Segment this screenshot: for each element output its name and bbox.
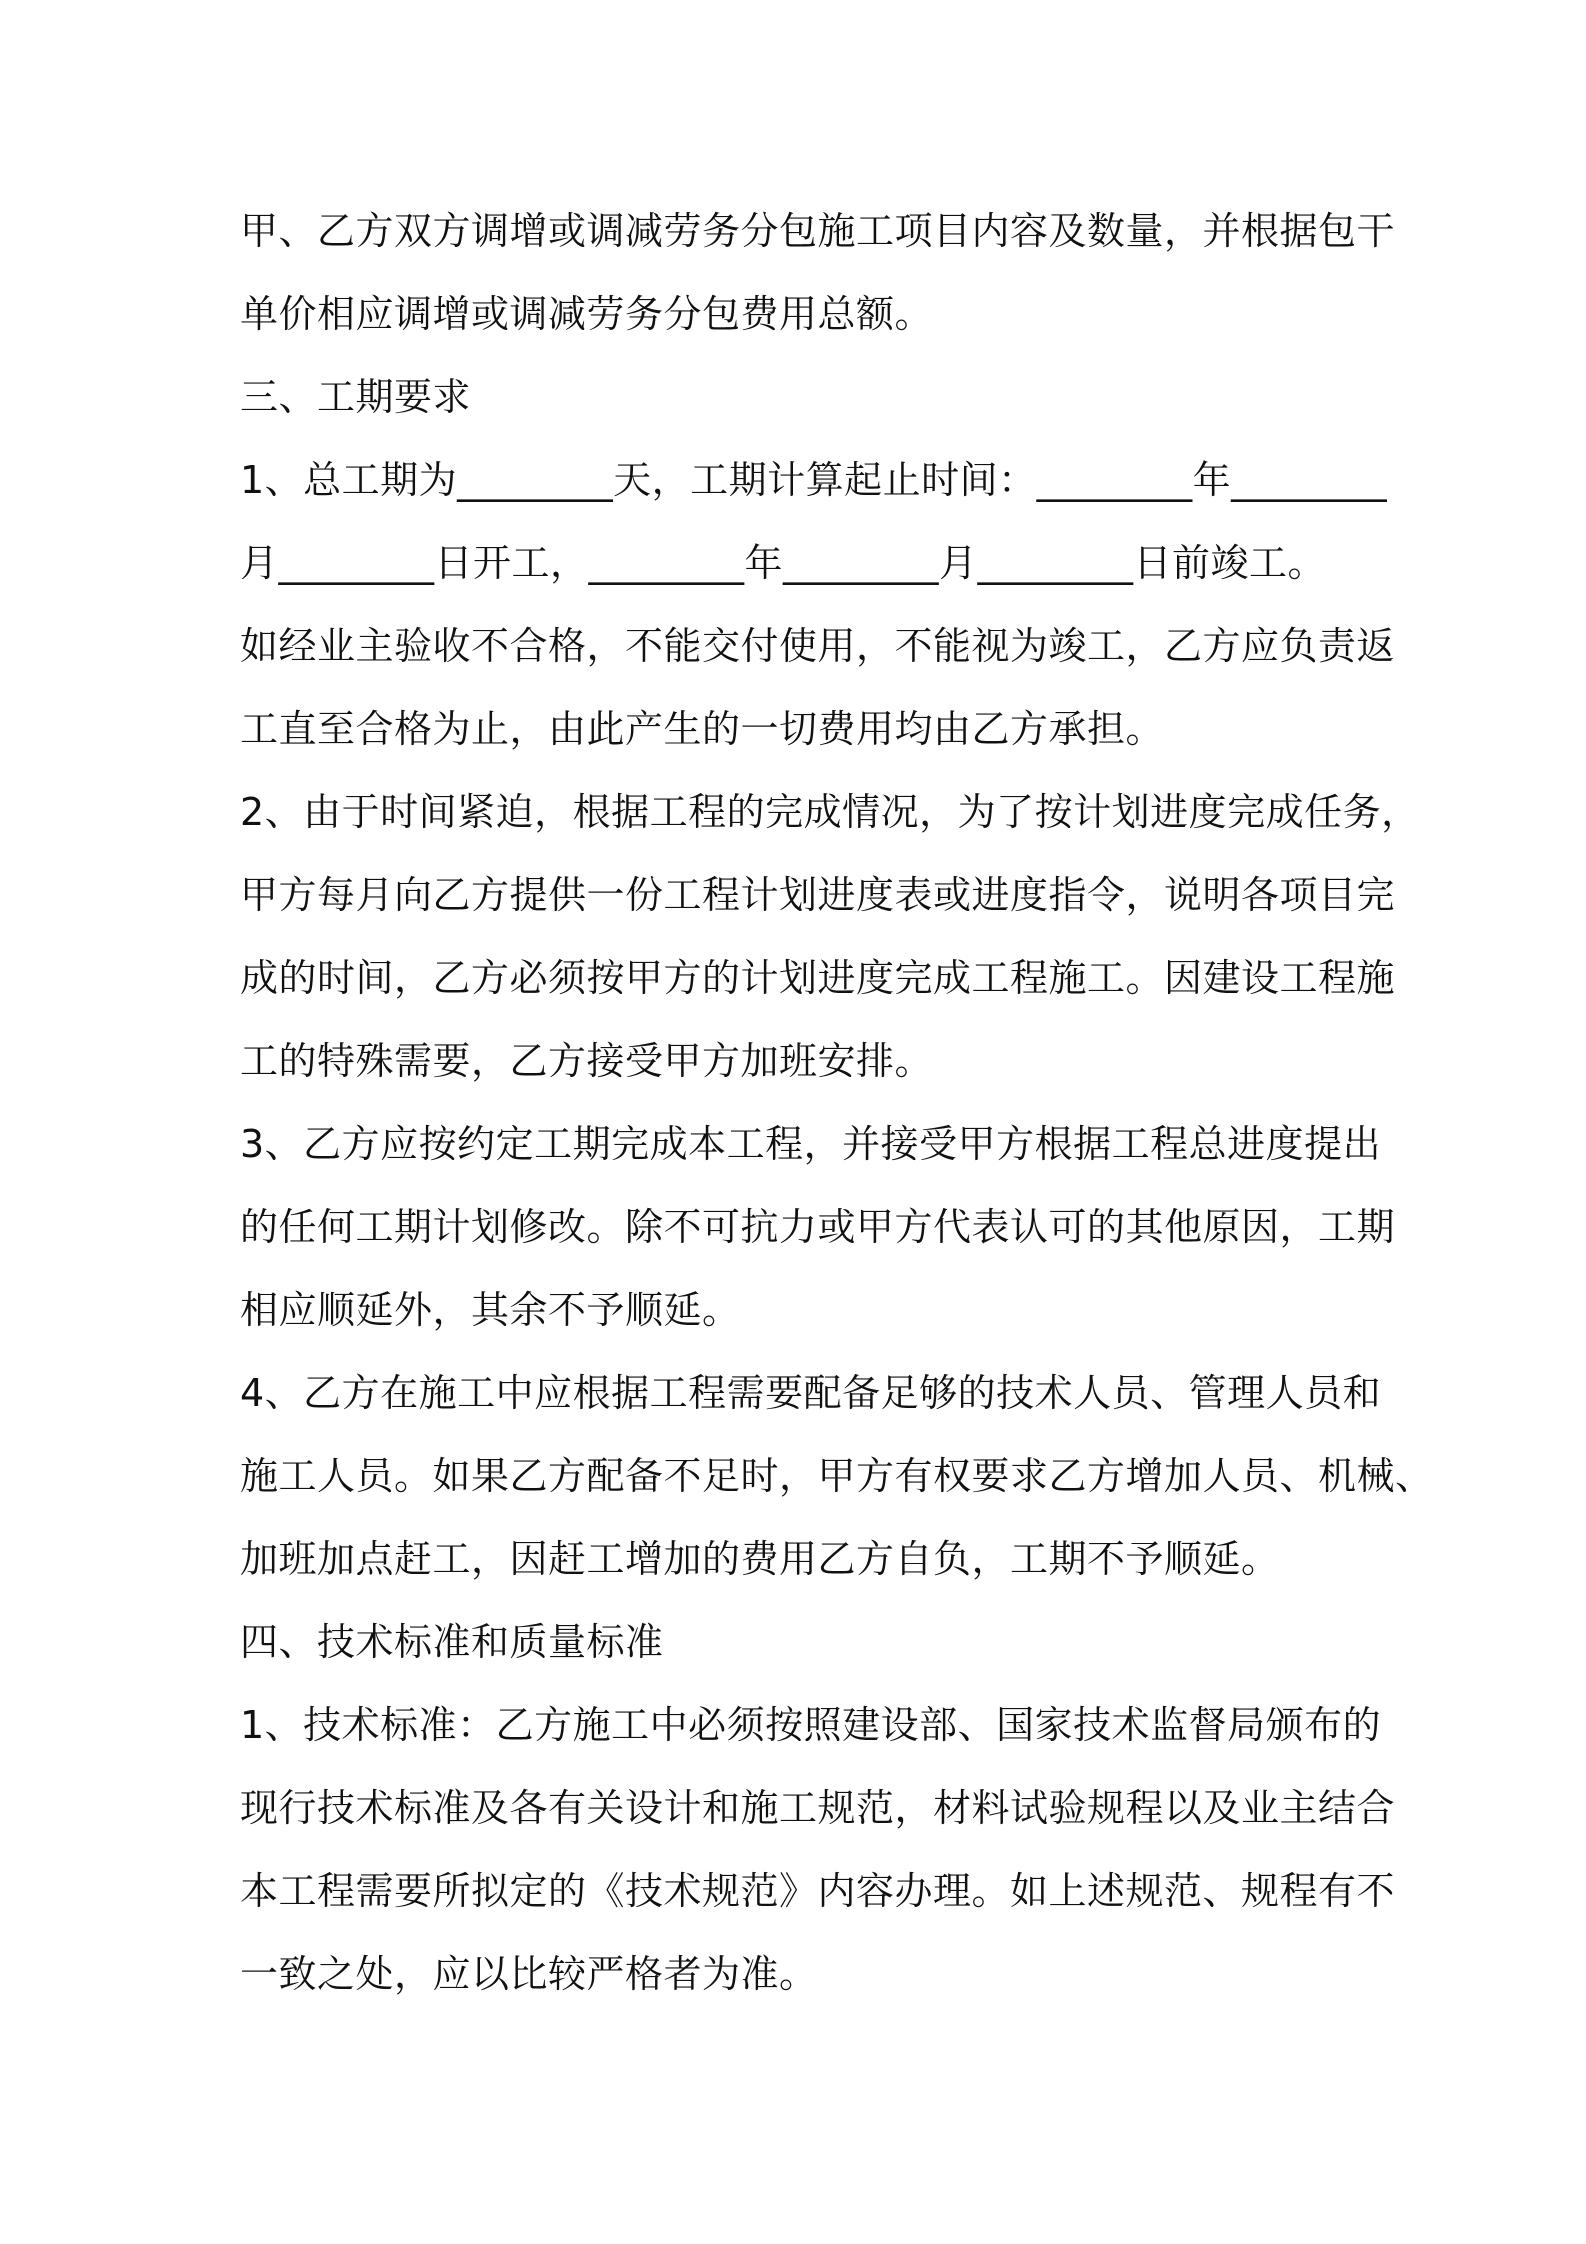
- text-line: 一致之处，应以比较严格者为准。: [240, 1952, 818, 1996]
- text-line: 3、乙方应按约定工期完成本工程，并接受甲方根据工程总进度提出: [240, 1122, 1382, 1166]
- text-line: 1、技术标准：乙方施工中必须按照建设部、国家技术监督局颁布的: [240, 1703, 1382, 1747]
- text-line: 单价相应调增或调减劳务分包费用总额。: [240, 292, 934, 336]
- text-line: 甲方每月向乙方提供一份工程计划进度表或进度指令，说明各项目完: [240, 873, 1396, 917]
- text-line: 如经业主验收不合格，不能交付使用，不能视为竣工，乙方应负责返: [240, 624, 1396, 668]
- section-heading: 四、技术标准和质量标准: [240, 1620, 664, 1664]
- text-line: 施工人员。如果乙方配备不足时，甲方有权要求乙方增加人员、机械、: [240, 1454, 1434, 1498]
- text-line: 2、由于时间紧迫，根据工程的完成情况，为了按计划进度完成任务，: [240, 790, 1420, 834]
- section-heading: 三、工期要求: [240, 375, 472, 419]
- text-line: 成的时间，乙方必须按甲方的计划进度完成工程施工。因建设工程施: [240, 956, 1396, 1000]
- text-line: 相应顺延外，其余不予顺延。: [240, 1288, 741, 1332]
- text-line: 1、总工期为________天，工期计算起止时间：________年________: [240, 458, 1388, 502]
- text-line: 本工程需要所拟定的《技术规范》内容办理。如上述规范、规程有不: [240, 1869, 1396, 1913]
- text-line: 加班加点赶工，因赶工增加的费用乙方自负，工期不予顺延。: [240, 1537, 1280, 1581]
- text-line: 工直至合格为止，由此产生的一切费用均由乙方承担。: [240, 707, 1165, 751]
- document-body: [240, 190, 1434, 2016]
- text-line: 月________日开工，________年________月________日前竣工。: [240, 541, 1327, 585]
- text-line: 甲、乙方双方调增或调减劳务分包施工项目内容及数量，并根据包干: [240, 209, 1396, 253]
- text-line: 现行技术标准及各有关设计和施工规范，材料试验规程以及业主结合: [240, 1786, 1396, 1830]
- text-line: 的任何工期计划修改。除不可抗力或甲方代表认可的其他原因，工期: [240, 1205, 1396, 1249]
- text-line: 工的特殊需要，乙方接受甲方加班安排。: [240, 1039, 934, 1083]
- text-line: 4、乙方在施工中应根据工程需要配备足够的技术人员、管理人员和: [240, 1371, 1382, 1415]
